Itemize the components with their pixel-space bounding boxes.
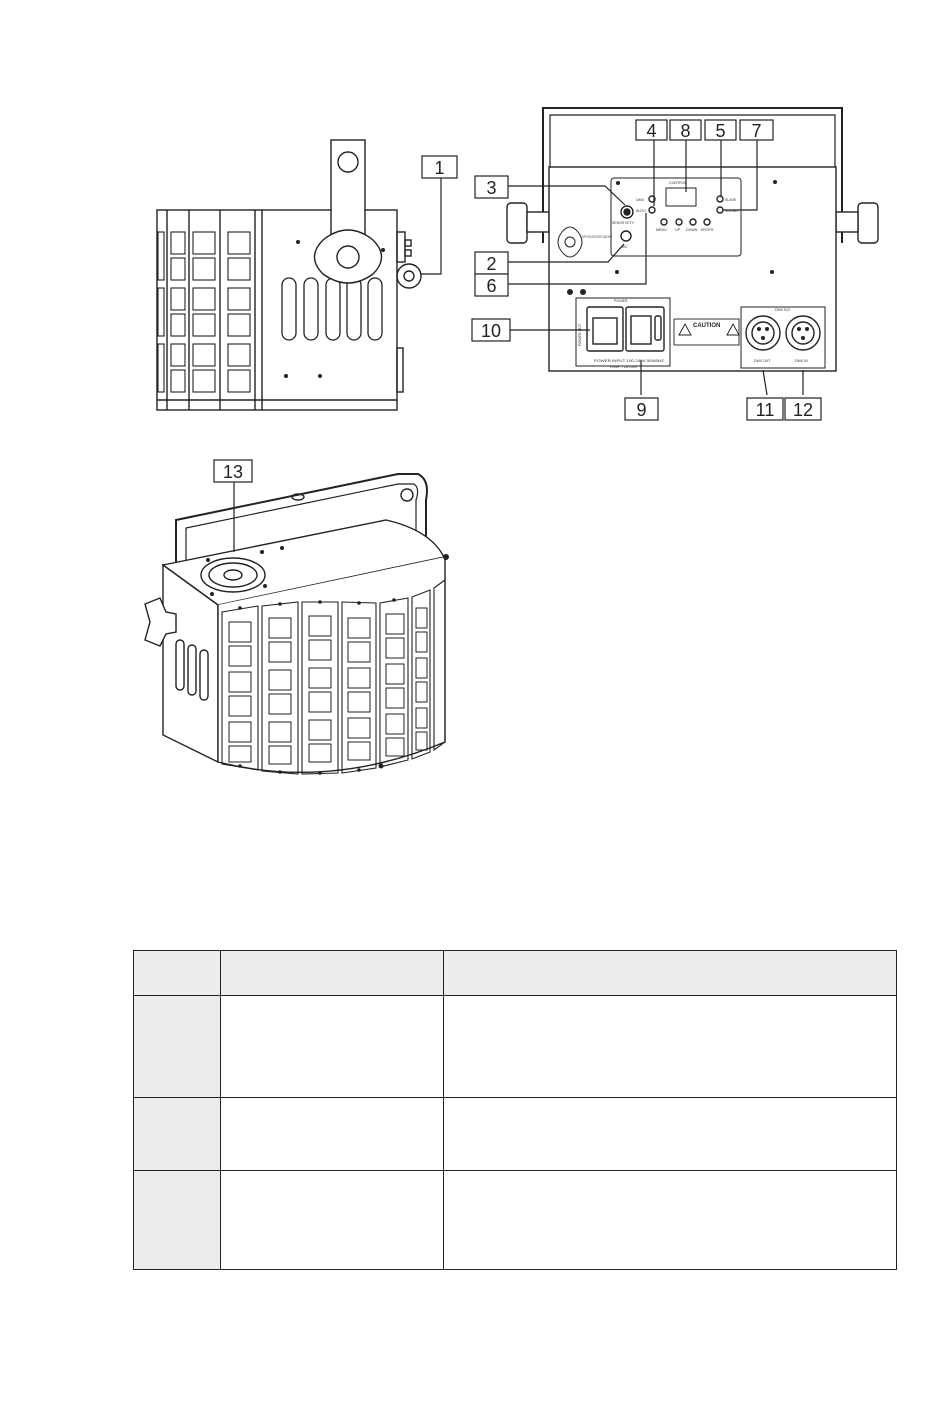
- callout-3: [475, 176, 508, 198]
- table-row: [134, 1171, 897, 1270]
- table-cell-no: [134, 1098, 221, 1171]
- callout-4: [636, 120, 667, 141]
- power-out-label: POWER OUT: [578, 323, 582, 346]
- callout-2: [475, 252, 508, 274]
- svg-text:11: 11: [755, 400, 775, 420]
- menu-button-label: MENU: [656, 228, 667, 232]
- callout-10: [472, 319, 510, 341]
- callout-7: [740, 120, 773, 141]
- svg-text:1: 1: [434, 158, 445, 178]
- up-button-label: UP: [675, 228, 680, 232]
- sensitivity-label: SENSITIVITY: [612, 221, 634, 225]
- fuse-label: FUSE: T1A 250V: [610, 365, 638, 369]
- control-label: CONTROL: [669, 181, 687, 185]
- table-header-row: [134, 951, 897, 996]
- callout-1: [422, 156, 457, 178]
- svg-text:7: 7: [751, 121, 762, 141]
- auto-led-label: AUTO: [636, 209, 646, 213]
- table-row: [134, 996, 897, 1098]
- sound-led-label: SOUND: [725, 209, 738, 213]
- table-cell-no: [134, 996, 221, 1098]
- table-row: [134, 1098, 897, 1171]
- mic-label: MIC: [621, 245, 628, 249]
- header-name: [221, 951, 444, 996]
- power-input-label: POWER INPUT 100-240V 50/60HZ: [594, 359, 665, 363]
- safety-label: SAFETY WITH ATTACH SAFETY CABLE HERE: [582, 235, 613, 239]
- dmx-out-label: DMX OUT: [754, 359, 771, 363]
- down-button-label: DOWN: [686, 228, 698, 232]
- table-cell-name: [221, 996, 444, 1098]
- slave-led-label: SLAVE: [725, 198, 737, 202]
- svg-text:8: 8: [680, 121, 691, 141]
- table-cell-name: [221, 1098, 444, 1171]
- callout-11: [747, 398, 783, 420]
- callout-6: [475, 274, 508, 296]
- power-label: POWER: [614, 299, 628, 303]
- back-view-drawing: [507, 108, 878, 371]
- table-cell-no: [134, 1171, 221, 1270]
- header-description: [444, 951, 897, 996]
- svg-text:2: 2: [486, 254, 497, 274]
- callout-8: [670, 120, 701, 141]
- callout-13: [214, 460, 252, 482]
- enter-button-label: ENTER: [701, 228, 714, 232]
- caution-label: CAUTION: [693, 323, 721, 329]
- svg-text:13: 13: [222, 462, 244, 482]
- svg-text:6: 6: [486, 276, 497, 296]
- svg-text:3: 3: [486, 178, 497, 198]
- table-cell-description: [444, 996, 897, 1098]
- svg-text:5: 5: [715, 121, 726, 141]
- table-cell-name: [221, 1171, 444, 1270]
- header-no: [134, 951, 221, 996]
- side-view-drawing: [157, 140, 421, 410]
- svg-text:12: 12: [792, 400, 814, 420]
- table-cell-description: [444, 1171, 897, 1270]
- callout-5: [705, 120, 736, 141]
- svg-text:10: 10: [480, 321, 502, 341]
- svg-text:4: 4: [646, 121, 657, 141]
- parts-table: [133, 950, 897, 1270]
- callout-9: [625, 398, 658, 420]
- perspective-view-drawing: [145, 474, 449, 775]
- dmx512-label: DMX 512: [775, 308, 790, 312]
- table-cell-description: [444, 1098, 897, 1171]
- svg-text:9: 9: [636, 400, 647, 420]
- dmx-in-label: DMX IN: [795, 359, 808, 363]
- dmx-led-label: DMX: [636, 198, 644, 202]
- callout-12: [785, 398, 821, 420]
